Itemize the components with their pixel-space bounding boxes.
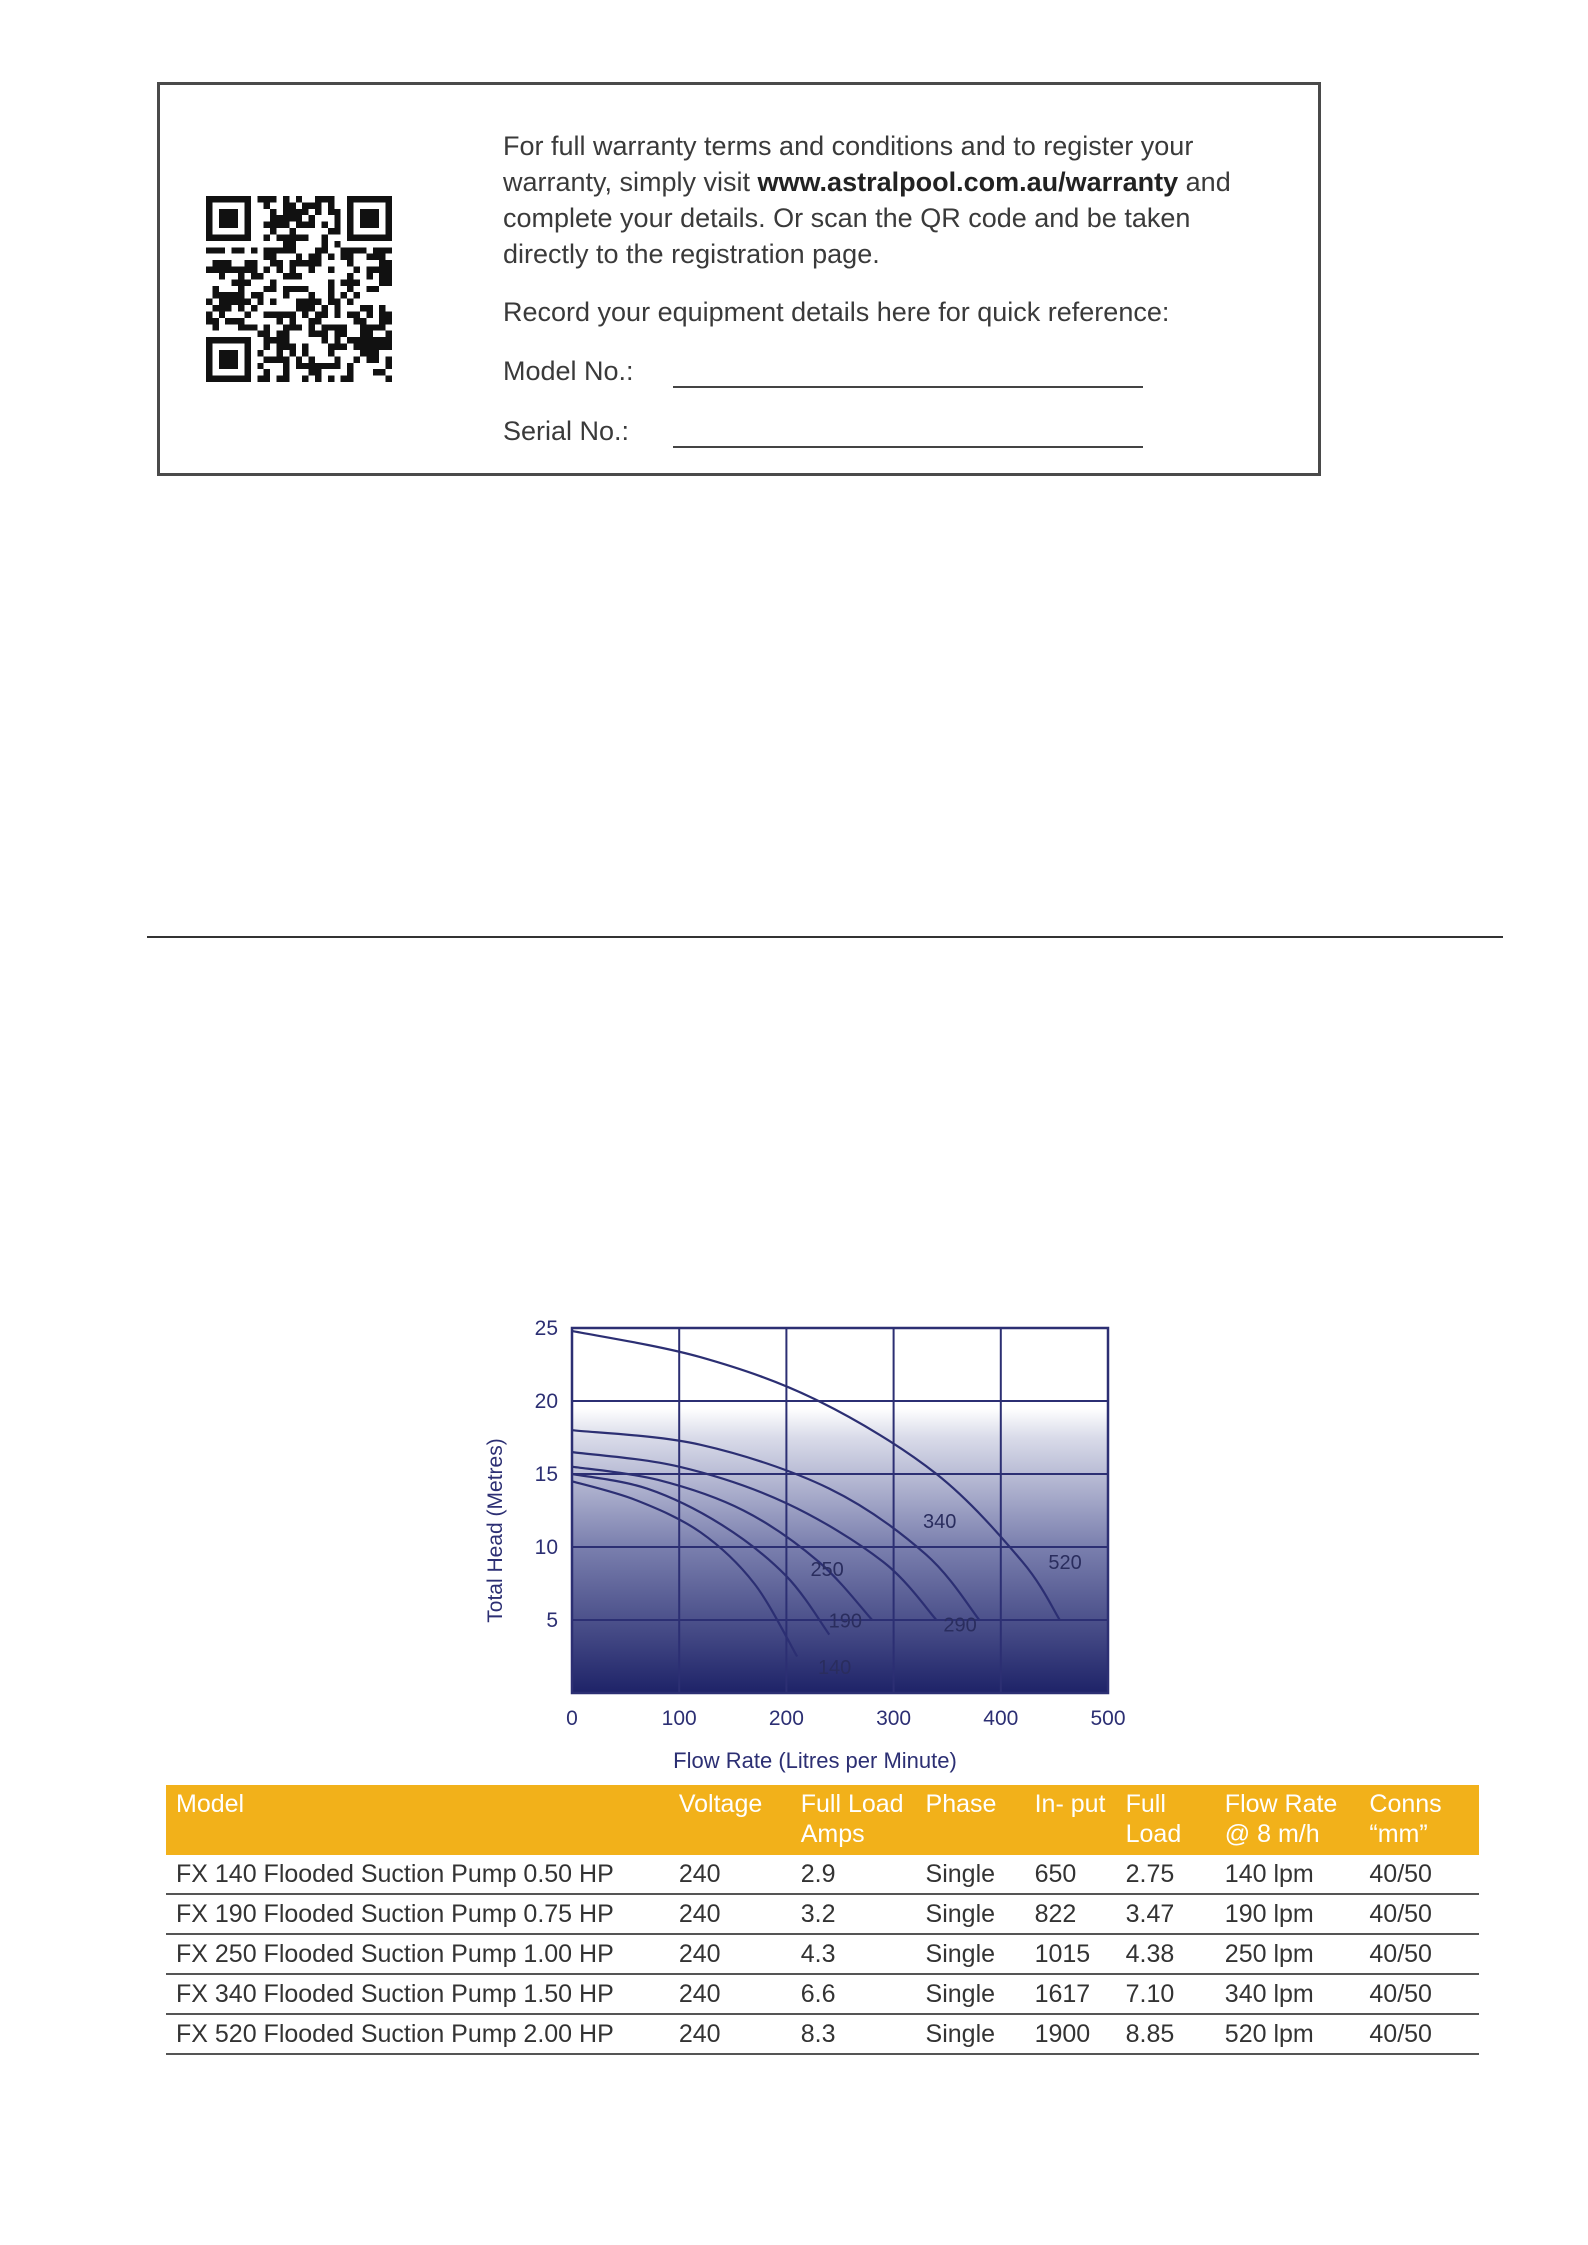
table-cell: 190 lpm (1215, 1894, 1360, 1934)
pump-performance-chart (480, 1300, 1160, 1790)
table-cell: FX 250 Flooded Suction Pump 1.00 HP (166, 1934, 669, 1974)
table-row (166, 1894, 1479, 1934)
table-cell: 4.38 (1116, 1934, 1215, 1974)
qr-modules (206, 196, 392, 382)
table-cell: Single (916, 1934, 1025, 1974)
table-cell: 240 (669, 1974, 791, 2014)
series-label-250: 250 (810, 1559, 844, 1582)
warranty-text-after: and complete your details. Or scan the QR code and be taken directly to the registration page. (503, 167, 1231, 269)
series-label-340: 340 (923, 1511, 957, 1534)
plot-area (572, 1328, 1108, 1693)
column-header: Full Load (1116, 1785, 1215, 1855)
y-tick-label: 15 (534, 1463, 558, 1486)
warranty-text-before: For full warranty terms and conditions and to register your warranty, simply visit (503, 131, 1194, 197)
y-axis-label: Total Head (Metres) (484, 1438, 507, 1623)
table-cell: FX 190 Flooded Suction Pump 0.75 HP (166, 1894, 669, 1934)
table-cell: 40/50 (1359, 1855, 1479, 1894)
x-tick-label: 500 (1090, 1707, 1126, 1730)
table-cell: 7.10 (1116, 1974, 1215, 2014)
table-cell: 40/50 (1359, 1894, 1479, 1934)
table-cell: 8.85 (1116, 2014, 1215, 2054)
series-label-190: 190 (828, 1610, 863, 1633)
series-label-290: 290 (943, 1614, 977, 1637)
serial-no-field[interactable] (673, 446, 1143, 448)
table-cell: 40/50 (1359, 1974, 1479, 2014)
table-cell: 250 lpm (1215, 1934, 1360, 1974)
column-header: In- put (1025, 1785, 1116, 1855)
column-header: Flow Rate @ 8 m/h (1215, 1785, 1360, 1855)
table-header-row (166, 1785, 1479, 1855)
model-no-label: Model No.: (503, 356, 634, 386)
x-tick-label: 300 (876, 1707, 912, 1730)
table-cell: 3.47 (1116, 1894, 1215, 1934)
table-cell: 240 (669, 1934, 791, 1974)
table-cell: 240 (669, 2014, 791, 2054)
table-cell: 2.75 (1116, 1855, 1215, 1894)
table-row (166, 1934, 1479, 1974)
table-cell: 3.2 (791, 1894, 916, 1934)
column-header: Phase (916, 1785, 1025, 1855)
column-header: Conns “mm” (1359, 1785, 1479, 1855)
y-tick-label: 10 (534, 1536, 558, 1559)
x-tick-label: 400 (983, 1707, 1019, 1730)
table-cell: 822 (1025, 1894, 1116, 1934)
table-row (166, 1974, 1479, 2014)
table-cell: FX 340 Flooded Suction Pump 1.50 HP (166, 1974, 669, 2014)
y-tick-label: 25 (534, 1317, 558, 1340)
series-label-140: 140 (817, 1657, 852, 1680)
qr-code[interactable] (206, 196, 392, 382)
table-cell: 4.3 (791, 1934, 916, 1974)
table-cell: 340 lpm (1215, 1974, 1360, 2014)
table-cell: 8.3 (791, 2014, 916, 2054)
table-cell: 140 lpm (1215, 1855, 1360, 1894)
table-cell: FX 520 Flooded Suction Pump 2.00 HP (166, 2014, 669, 2054)
serial-no-label: Serial No.: (503, 416, 630, 446)
record-details-text: Record your equipment details here for quick reference: (503, 297, 1170, 327)
x-tick-label: 100 (661, 1707, 697, 1730)
table-cell: 1015 (1025, 1934, 1116, 1974)
table-cell: 520 lpm (1215, 2014, 1360, 2054)
table-cell: 240 (669, 1894, 791, 1934)
chart-grid (572, 1328, 1108, 1693)
column-header: Full Load Amps (791, 1785, 916, 1855)
y-tick-label: 5 (546, 1609, 558, 1632)
table-cell: Single (916, 1855, 1025, 1894)
table-cell: Single (916, 1974, 1025, 2014)
x-axis-label: Flow Rate (Litres per Minute) (673, 1748, 957, 1773)
model-no-field[interactable] (673, 386, 1143, 388)
x-tick-label: 200 (768, 1707, 804, 1730)
table-cell: 40/50 (1359, 1934, 1479, 1974)
column-header: Voltage (669, 1785, 791, 1855)
pump-spec-table (166, 1785, 1479, 2055)
table-cell: 2.9 (791, 1855, 916, 1894)
warranty-url-link[interactable]: www.astralpool.com.au/warranty (757, 167, 1179, 197)
table-cell: Single (916, 1894, 1025, 1934)
table-cell: 1900 (1025, 2014, 1116, 2054)
table-cell: 6.6 (791, 1974, 916, 2014)
table-cell: 40/50 (1359, 2014, 1479, 2054)
warranty-paragraph (503, 128, 1263, 272)
table-row (166, 2014, 1479, 2054)
table-cell: 1617 (1025, 1974, 1116, 2014)
column-header: Model (166, 1785, 669, 1855)
x-tick-label: 0 (566, 1707, 578, 1730)
table-row (166, 1855, 1479, 1894)
table-cell: Single (916, 2014, 1025, 2054)
section-divider (147, 936, 1503, 938)
series-label-520: 520 (1048, 1551, 1082, 1574)
table-cell: FX 140 Flooded Suction Pump 0.50 HP (166, 1855, 669, 1894)
y-tick-label: 20 (534, 1390, 558, 1413)
table-body (166, 1855, 1479, 2054)
table-cell: 650 (1025, 1855, 1116, 1894)
table-cell: 240 (669, 1855, 791, 1894)
